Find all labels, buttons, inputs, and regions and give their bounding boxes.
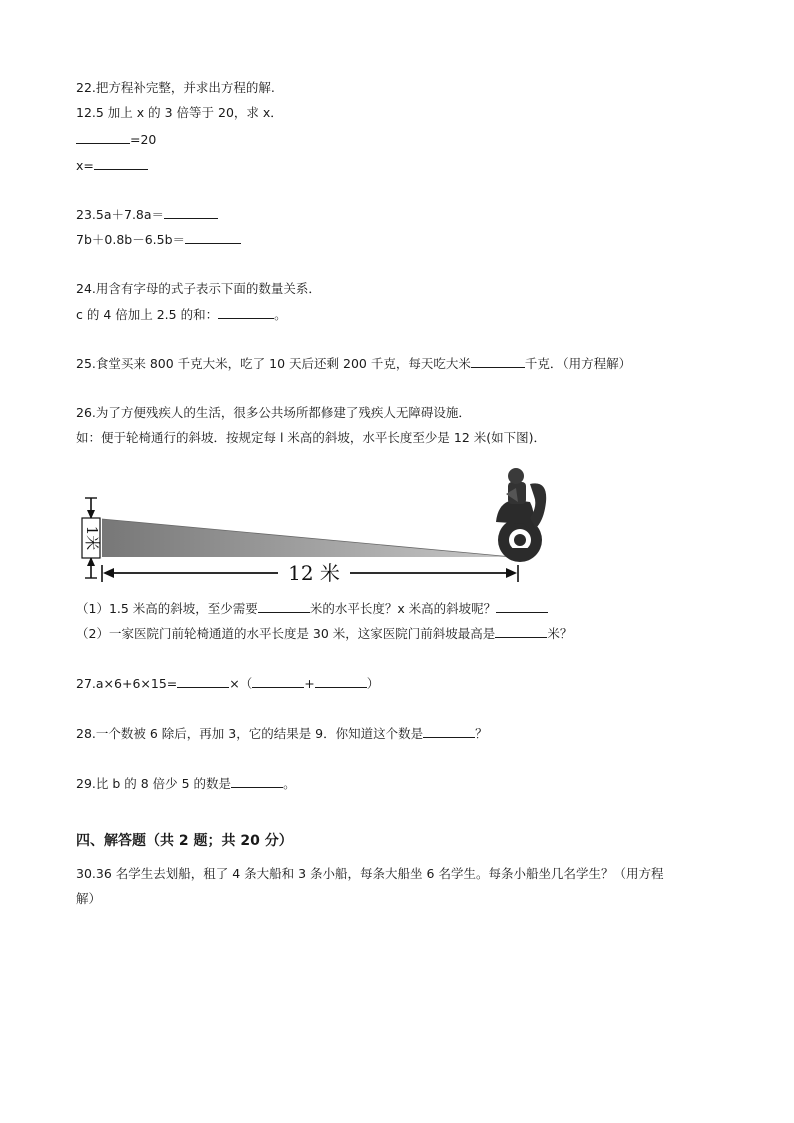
q24-line1-text: c 的 4 倍加上 2.5 的和： [76, 307, 219, 322]
q28-line [76, 725, 488, 742]
length-arrow-left [103, 568, 114, 578]
q26-title: 26.为了方便残疾人的生活，很多公共场所都修建了残疾人无障碍设施． [76, 405, 471, 420]
q24-line1-end: 。 [274, 307, 287, 322]
q27-line [76, 675, 379, 692]
q22-x-blank[interactable] [94, 157, 148, 170]
ramp-diagram [78, 462, 558, 592]
q23-line2-text: 7b＋0.8b－6.5b＝ [76, 232, 186, 247]
q23-line1-blank[interactable] [164, 206, 218, 219]
q28-blank[interactable] [423, 725, 475, 738]
q22-answer [76, 157, 148, 174]
q22-line1: 12.5 加上 x 的 3 倍等于 20，求 x． [76, 105, 283, 120]
section-4-title: 四、解答题（共 2 题；共 20 分） [76, 833, 293, 849]
q26-sub1-blank2[interactable] [496, 600, 548, 613]
height-label: 1米 [83, 525, 101, 551]
q24-blank[interactable] [218, 306, 274, 319]
q29-line [76, 775, 296, 792]
q23-line2 [76, 231, 241, 248]
q27-text: 27.a×6+6×15= [76, 676, 178, 691]
q22-equation-right: =20 [130, 132, 157, 147]
q27-close: ） [366, 676, 380, 691]
q25-blank[interactable] [471, 355, 525, 368]
q26-sub1-blank1[interactable] [258, 600, 310, 613]
length-label: 12 米 [288, 561, 340, 585]
q22-title: 22.把方程补完整，并求出方程的解. [76, 80, 275, 95]
q27-blank1[interactable] [177, 675, 229, 688]
q27-blank2[interactable] [252, 675, 304, 688]
q26-sub1 [76, 600, 548, 617]
q26-sub1-text: （1）1.5 米高的斜坡，至少需要 [76, 601, 258, 616]
q22-equation-blank[interactable] [76, 131, 130, 144]
q25-text: 25.食堂买来 800 千克大米，吃了 10 天后还剩 200 千克，每天吃大米 [76, 356, 471, 371]
q24-line1 [76, 306, 287, 323]
q22-equation [76, 131, 156, 148]
q29-text: 29.比 b 的 8 倍少 5 的数是 [76, 776, 232, 791]
q26-sub2-text: （2）一家医院门前轮椅通道的水平长度是 30 米，这家医院门前斜坡最高是 [76, 626, 496, 641]
ramp-figure [78, 462, 558, 592]
q22-x-label: x= [76, 158, 94, 173]
q30-line2: 解） [76, 891, 102, 906]
q26-sub2-end: 米？ [547, 626, 573, 641]
q26-sub1-mid: 米的水平长度？x 米高的斜坡呢？ [309, 601, 497, 616]
q24-title: 24.用含有字母的式子表示下面的数量关系． [76, 281, 321, 296]
q30-line1: 30.36 名学生去划船，租了 4 条大船和 3 条小船，每条大船坐 6 名学生。每条小船坐几名学生？（用方程 [76, 866, 664, 881]
q23-line1 [76, 206, 218, 223]
q27-plus: + [304, 676, 315, 691]
q23-line2-blank[interactable] [185, 231, 241, 244]
q29-blank[interactable] [231, 775, 283, 788]
wheelchair-user-icon [496, 468, 546, 562]
q29-end: 。 [283, 776, 296, 791]
q28-text: 28.一个数被 6 除后，再加 3，它的结果是 9．你知道这个数是 [76, 726, 424, 741]
q26-sub2 [76, 625, 572, 642]
q23-line1-text: 23.5a＋7.8a＝ [76, 207, 165, 222]
q26-sub2-blank[interactable] [495, 625, 547, 638]
q25-line [76, 355, 631, 372]
q27-times: ×（ [229, 676, 253, 691]
q25-text-end: 千克．（用方程解） [524, 356, 632, 371]
q27-blank3[interactable] [315, 675, 367, 688]
length-arrow-right [506, 568, 517, 578]
q26-line1: 如：便于轮椅通行的斜坡．按规定每 l 米高的斜坡，水平长度至少是 12 米(如下图)． [76, 430, 547, 445]
q28-end: ？ [475, 726, 488, 741]
